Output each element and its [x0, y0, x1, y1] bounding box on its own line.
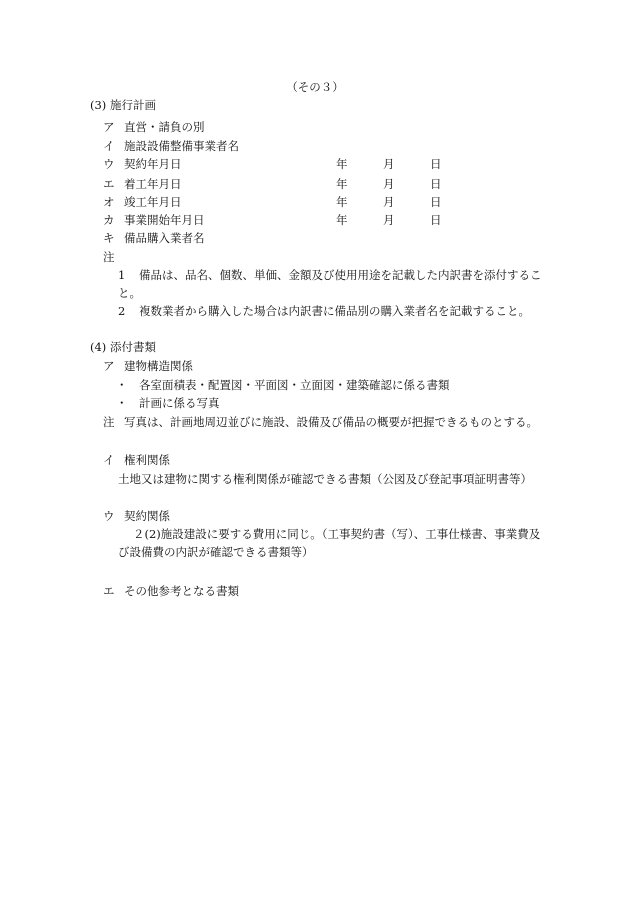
note-1-continuation: と。: [118, 286, 141, 300]
rights-description: 土地又は建物に関する権利関係が確認できる書類（公図及び登記事項証明書等）: [118, 472, 532, 486]
item-mark: ア: [103, 359, 115, 373]
note-label: 注: [103, 250, 115, 264]
month-label: 月: [383, 213, 395, 227]
page-label: （その３）: [286, 80, 344, 94]
bullet-mark: ・: [116, 378, 128, 392]
item-mark: エ: [103, 177, 115, 191]
month-label: 月: [383, 195, 395, 209]
contract-description-continuation: び設備費の内訳が確認できる書類等）: [118, 545, 314, 559]
section-3-heading: (3) 施行計画: [90, 98, 156, 112]
note-text: 備品は、品名、個数、単価、金額及び使用用途を記載した内訳書を添付するこ: [139, 268, 542, 282]
year-label: 年: [336, 177, 348, 191]
day-label: 日: [430, 213, 442, 227]
bullet-text: 計画に係る写真: [139, 396, 220, 410]
section-4-heading: (4) 添付書類: [90, 340, 156, 354]
day-label: 日: [430, 177, 442, 191]
item-title: 権利関係: [124, 453, 170, 467]
year-label: 年: [336, 157, 348, 171]
bullet-text: 各室面積表・配置図・平面図・立面図・建築確認に係る書類: [139, 378, 450, 392]
item-mark: ウ: [103, 509, 115, 523]
day-label: 日: [430, 157, 442, 171]
item-mark: カ: [103, 213, 115, 227]
bullet-mark: ・: [116, 396, 128, 410]
month-label: 月: [383, 177, 395, 191]
item-title: 建物構造関係: [124, 359, 193, 373]
note-label: 注: [103, 415, 115, 429]
item-text: 事業開始年月日: [124, 213, 205, 227]
item-text: 契約年月日: [124, 157, 182, 171]
note-number: 2: [118, 304, 126, 318]
item-mark: イ: [103, 139, 115, 153]
year-label: 年: [336, 213, 348, 227]
note-number: 1: [118, 268, 126, 282]
item-text: 備品購入業者名: [124, 231, 205, 245]
day-label: 日: [430, 195, 442, 209]
note-text: 写真は、計画地周辺並びに施設、設備及び備品の概要が把握できるものとする。: [124, 415, 538, 429]
item-mark: オ: [103, 195, 115, 209]
month-label: 月: [383, 157, 395, 171]
item-title: その他参考となる書類: [124, 584, 239, 598]
item-text: 着工年月日: [124, 177, 182, 191]
item-mark: ア: [103, 120, 115, 134]
item-text: 施設設備整備事業者名: [124, 139, 239, 153]
item-text: 直営・請負の別: [124, 120, 205, 134]
item-title: 契約関係: [124, 509, 170, 523]
item-mark: ウ: [103, 157, 115, 171]
note-text: 複数業者から購入した場合は内訳書に備品別の購入業者名を記載すること。: [139, 304, 530, 318]
item-mark: キ: [103, 231, 115, 245]
item-text: 竣工年月日: [124, 195, 182, 209]
year-label: 年: [336, 195, 348, 209]
contract-description: ２(2)施設建設に要する費用に同じ。（工事契約書（写）、工事仕様書、事業費及: [133, 527, 541, 541]
item-mark: エ: [103, 584, 115, 598]
item-mark: イ: [103, 453, 115, 467]
